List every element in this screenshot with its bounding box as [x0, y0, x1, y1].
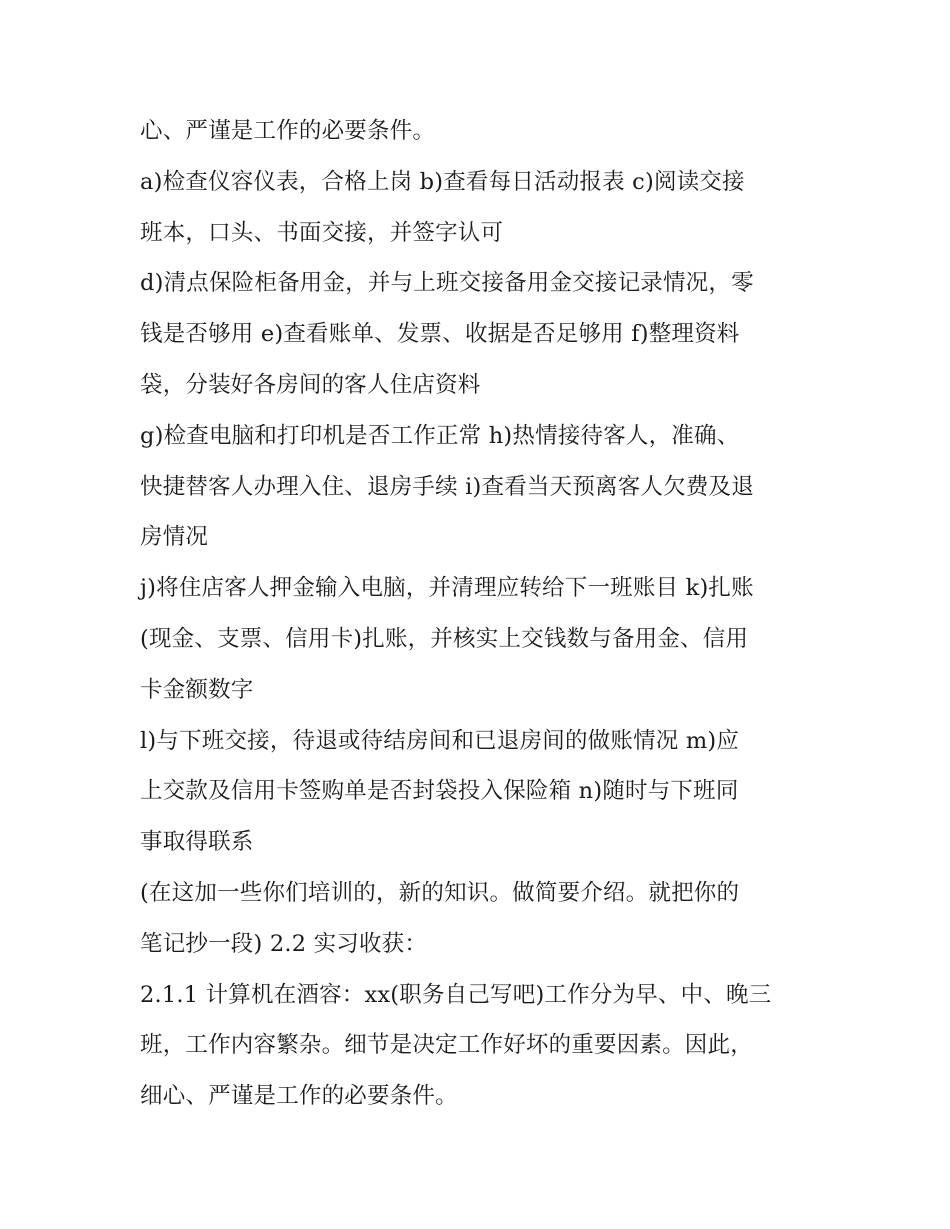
text-line: 袋，分装好各房间的客人住店资料	[140, 371, 481, 398]
text-line: 心、严谨是工作的必要条件。	[140, 118, 436, 144]
text-line: 上交款及信用卡签购单是否封袋投入保险箱 n)随时与下班同	[140, 778, 739, 805]
text-line: 卡金额数字	[140, 676, 254, 703]
text-line: 钱是否够用 e)查看账单、发票、收据是否足够用 f)整理资料	[140, 321, 740, 348]
text-line: 事取得联系	[140, 829, 254, 856]
text-line: (现金、支票、信用卡)扎账，并核实上交钱数与备用金、信用	[140, 625, 749, 652]
text-line: (在这加一些你们培训的，新的知识。做简要介绍。就把你的	[140, 879, 740, 906]
text-line: 班，工作内容繁杂。细节是决定工作好坏的重要因素。因此，	[140, 1032, 753, 1059]
text-line: l)与下班交接，待退或待结房间和已退房间的做账情况 m)应	[140, 727, 740, 754]
document-page	[140, 106, 820, 1122]
text-line: 班本，口头、书面交接，并签字认可	[140, 219, 504, 246]
text-line: d)清点保险柜备用金，并与上班交接备用金交接记录情况，零	[140, 270, 754, 297]
text-line: 快捷替客人办理入住、退房手续 i)查看当天预离客人欠费及退	[140, 473, 754, 500]
text-line: 细心、严谨是工作的必要条件。	[140, 1083, 458, 1110]
text-line: g)检查电脑和打印机是否工作正常 h)热情接待客人，准确、	[140, 422, 740, 449]
text-line: 2.1.1 计算机在酒容：xx(职务自己写吧)工作分为早、中、晚三	[140, 981, 772, 1008]
text-line: a)检查仪容仪表，合格上岗 b)查看每日活动报表 c)阅读交接	[140, 168, 745, 195]
text-line: 房情况	[140, 524, 209, 551]
text-line: j)将住店客人押金输入电脑，并清理应转给下一班账目 k)扎账	[140, 575, 754, 602]
text-line: 笔记抄一段) 2.2 实习收获：	[140, 930, 428, 957]
